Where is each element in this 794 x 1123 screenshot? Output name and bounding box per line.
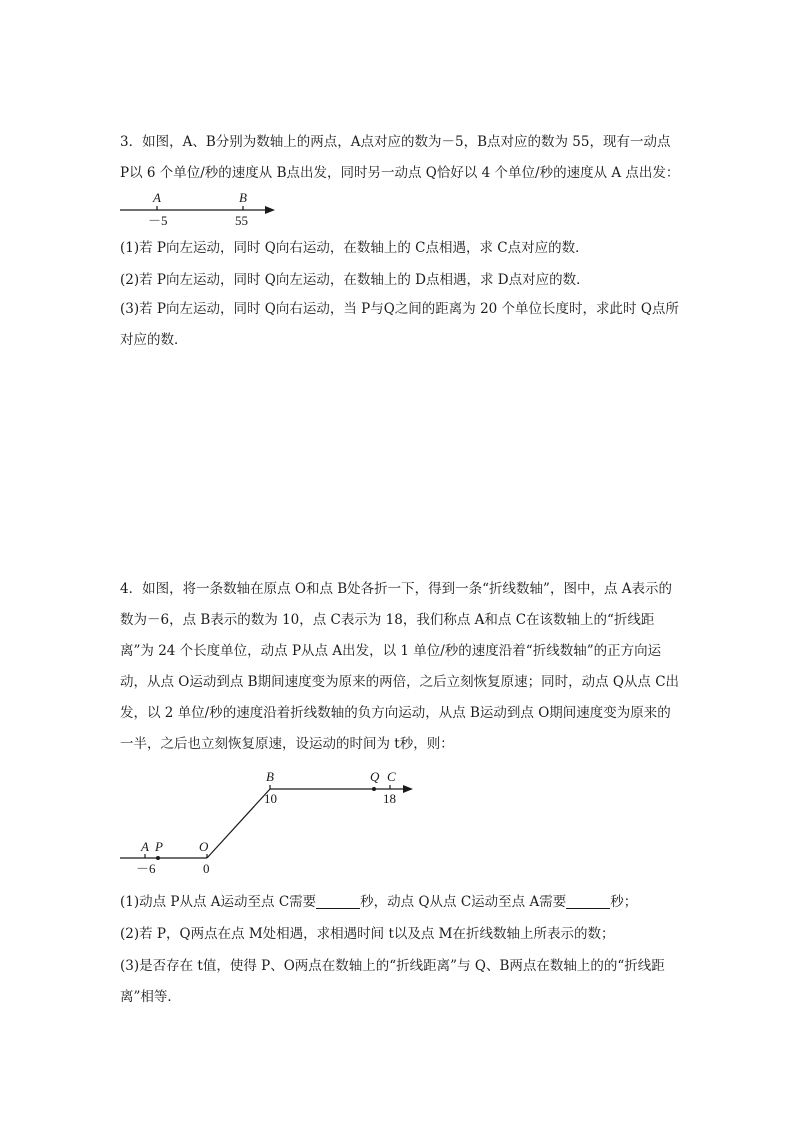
q4-label-q: Q — [370, 769, 380, 784]
q4-part3: (3)是否存在 t值，使得 P、O两点在数轴上的“折线距离”与 Q、B两点在数轴上的的“折线距离”相等． — [120, 958, 665, 1005]
q4-point-q — [372, 787, 376, 791]
q4-axis-arrow-icon — [403, 785, 413, 793]
q4-label-p: P — [155, 839, 163, 854]
q4-part1-text-b: 秒，动点 Q从点 C运动至点 A需要 — [360, 894, 567, 910]
q4-part1-blank-1[interactable] — [316, 894, 360, 909]
q3-part2: (2)若 P向左运动，同时 Q向左运动，在数轴上的 D点相遇，求 D点对应的数． — [120, 272, 590, 288]
q4-part1 — [120, 890, 637, 910]
q4-part2: (2)若 P，Q两点在点 M处相遇，求相遇时间 t以及点 M在折线数轴上所表示的数； — [120, 926, 615, 942]
q3-tick-label-b: 55 — [235, 213, 248, 228]
q4-tick-label-b: 10 — [264, 791, 277, 806]
q4-part1-text-c: 秒； — [610, 894, 638, 910]
q3-number-line-figure — [115, 188, 285, 230]
q3-label-b: B — [239, 190, 247, 205]
q4-label-o: O — [199, 839, 209, 854]
q4-slanted-segment — [207, 789, 270, 858]
q4-part1-text-a: (1)动点 P从点 A运动至点 C需要 — [120, 894, 317, 910]
q4-folded-number-line-figure — [115, 766, 425, 878]
q3-part3: (3)若 P向左运动，同时 Q向右运动，当 P与Q之间的距离为 20 个单位长度时，求此时 Q点所对应的数． — [120, 301, 679, 348]
q4-label-c: C — [387, 769, 396, 784]
q4-label-b: B — [266, 769, 274, 784]
q3-axis-arrow-icon — [265, 206, 275, 214]
q3-tick-label-a: －5 — [148, 213, 168, 228]
q4-tick-label-c: 18 — [383, 791, 396, 806]
q3-part1: (1)若 P向左运动，同时 Q向右运动，在数轴上的 C点相遇，求 C点对应的数． — [120, 240, 589, 256]
q4-tick-label-a: －6 — [136, 861, 156, 876]
q3-label-a: A — [153, 190, 161, 205]
q3-stem: 3．如图，A、B分别为数轴上的两点，A点对应的数为－5，B点对应的数为 55，现有一动点 P以 6 个单位/秒的速度从 B点出发，同时另一动点 Q恰好以 4 个单位/秒的速度从 A 点出发： — [120, 134, 680, 181]
q4-tick-label-o: 0 — [203, 861, 210, 876]
q4-part1-blank-2[interactable] — [566, 894, 610, 909]
q4-label-a: A — [141, 839, 149, 854]
q4-point-p — [156, 856, 160, 860]
q4-stem: 4．如图，将一条数轴在原点 O和点 B处各折一下，得到一条“折线数轴”，图中，点 A表示的数为－6，点 B表示的数为 10，点 C表示为 18，我们称点 A和点 C在该数轴上的“折线距离”为 24 个长度单位，动点 P从点 A出发，以 1 单位/秒的速度沿着“折线数轴”的正方向运动，从点 O运动到点 B期间速度变为原来的两倍，之后立刻恢复原速；同时，动点 Q从点 C出发，以 2 单位/秒的速度沿着折线数轴的负方向运动，从点 B运动到点 O期间速度变为原来的一半，之后也立刻恢复原速，设运动的时间为 t秒，则： — [120, 581, 680, 752]
